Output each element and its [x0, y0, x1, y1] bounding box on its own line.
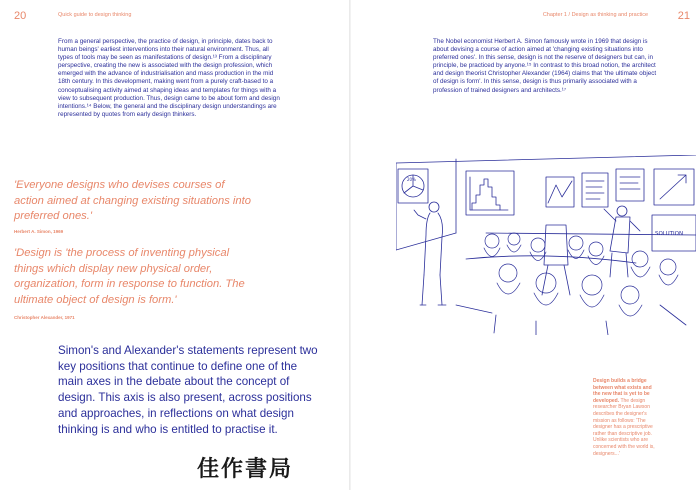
quote-simon: 'Everyone designs who devises courses of action aimed at changing existing situations into preferred ones.'	[14, 179, 251, 222]
solution-board-label: SOLUTION	[655, 231, 684, 237]
caption-lead: Design builds a bridge between what exists and the new that is yet to be developed.	[593, 378, 652, 404]
page-number-left: 20	[14, 10, 27, 22]
quote-alexander-attribution: Christopher Alexander, 1971	[14, 315, 75, 320]
meeting-illustration	[396, 155, 696, 335]
publisher-watermark: 佳作書局	[197, 456, 294, 482]
page-number-right: 21	[677, 10, 690, 22]
intro-paragraph: From a general perspective, the practice of design, in principle, dates back to human beings' earliest interventions into their natural environment. Thus, all types of tools may be seen as manifestations of design.¹³ From a disciplinary perspective, creating the new is associated with the design profession, which emerged with the advance of industrialisation and mass production in the mid 18th century. In this development, making went from a purely craft-based to a conceptualising activity aimed at shaping ideas and templates for things with a view to subsequent production. Thus, design came to be about form and design intentions.¹⁴ Below, the general and the disciplinary design understandings are represented by quotes from early design thinkers.	[58, 38, 280, 118]
caption-body: The design researcher Bryan Lawson describes the designer's mission as follows: 'The designer has a prescriptive rather than descriptive job. Unlike scientists who are concerned with the world is, designers...'	[593, 397, 655, 457]
illustration-caption	[593, 378, 659, 457]
quote-simon-attribution: Herbert A. Simon, 1969	[14, 229, 64, 234]
quote-alexander: 'Design is 'the process of inventing physical things which display new physical order, organization, form in response to function. The ultimate object of design is form.'	[14, 247, 245, 306]
statement-paragraph: Simon's and Alexander's statements represent two key positions that continue to define one of the main axes in the debate about the concept of design. This axis is also present, across positions and approaches, in reflections on what design thinking is and who is entitled to practise it.	[58, 344, 318, 436]
svg-text:20%: 20%	[407, 177, 416, 182]
running-head-left: Quick guide to design thinking	[58, 12, 132, 18]
left-page	[0, 0, 349, 490]
right-paragraph: The Nobel economist Herbert A. Simon famously wrote in 1969 that design is about devising a course of action aimed at 'changing existing situations into preferred ones'. In this sense, design is not the reserve of designers but can, in principle, be practiced by anyone.¹⁵ In contrast to this broad notion, the architect and design theorist Christopher Alexander (1964) claims that 'the ultimate object of design is form'. In this sense, design is thus primarily associated with a profession of trained designers and architects.¹⁷	[433, 38, 657, 94]
running-head-right: Chapter 1 / Design as thinking and practice	[542, 12, 648, 18]
right-page	[351, 0, 700, 490]
